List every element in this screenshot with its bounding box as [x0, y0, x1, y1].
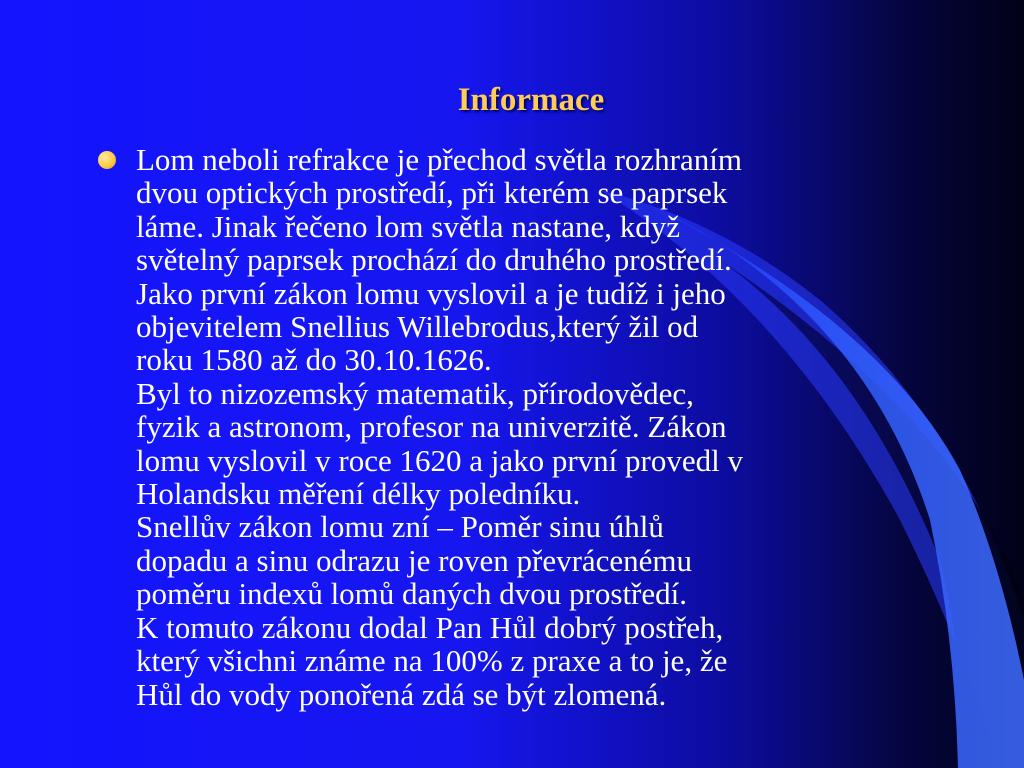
bullet-text	[136, 143, 936, 711]
text-line: láme. Jinak řečeno lom světla nastane, když	[136, 208, 681, 244]
text-line: lomu vyslovil v roce 1620 a jako první provedl v	[136, 442, 743, 478]
text-line: Snellův zákon lomu zní – Poměr sinu úhlů	[136, 509, 664, 545]
text-line: K tomuto zákonu dodal Pan Hůl dobrý postřeh,	[136, 609, 724, 645]
text-line: Byl to nizozemský matematik, přírodovědec,	[136, 375, 694, 411]
text-line: světelný paprsek prochází do druhého prostředí.	[136, 242, 732, 278]
text-line: fyzik a astronom, profesor na univerzitě. Zákon	[136, 409, 727, 445]
text-line: Hůl do vody ponořená zdá se být zlomená.	[136, 676, 667, 712]
bullet-icon	[98, 151, 116, 169]
text-line: objevitelem Snellius Willebrodus,který žil od	[136, 309, 699, 345]
text-line: roku 1580 až do 30.10.1626.	[136, 342, 492, 378]
text-line: Jako první zákon lomu vyslovil a je tudíž i jeho	[136, 275, 726, 311]
text-line: Holandsku měření délky poledníku.	[136, 476, 581, 512]
text-line: Lom neboli refrakce je přechod světla rozhraním	[136, 142, 742, 177]
text-line: dvou optických prostředí, při kterém se paprsek	[136, 175, 728, 211]
slide-title: Informace	[457, 82, 605, 118]
text-line: dopadu a sinu odrazu je roven převrácenému	[136, 542, 693, 578]
text-line: poměru indexů lomů daných dvou prostředí.	[136, 576, 688, 612]
text-line: který všichni známe na 100% z praxe a to je, že	[136, 643, 728, 679]
